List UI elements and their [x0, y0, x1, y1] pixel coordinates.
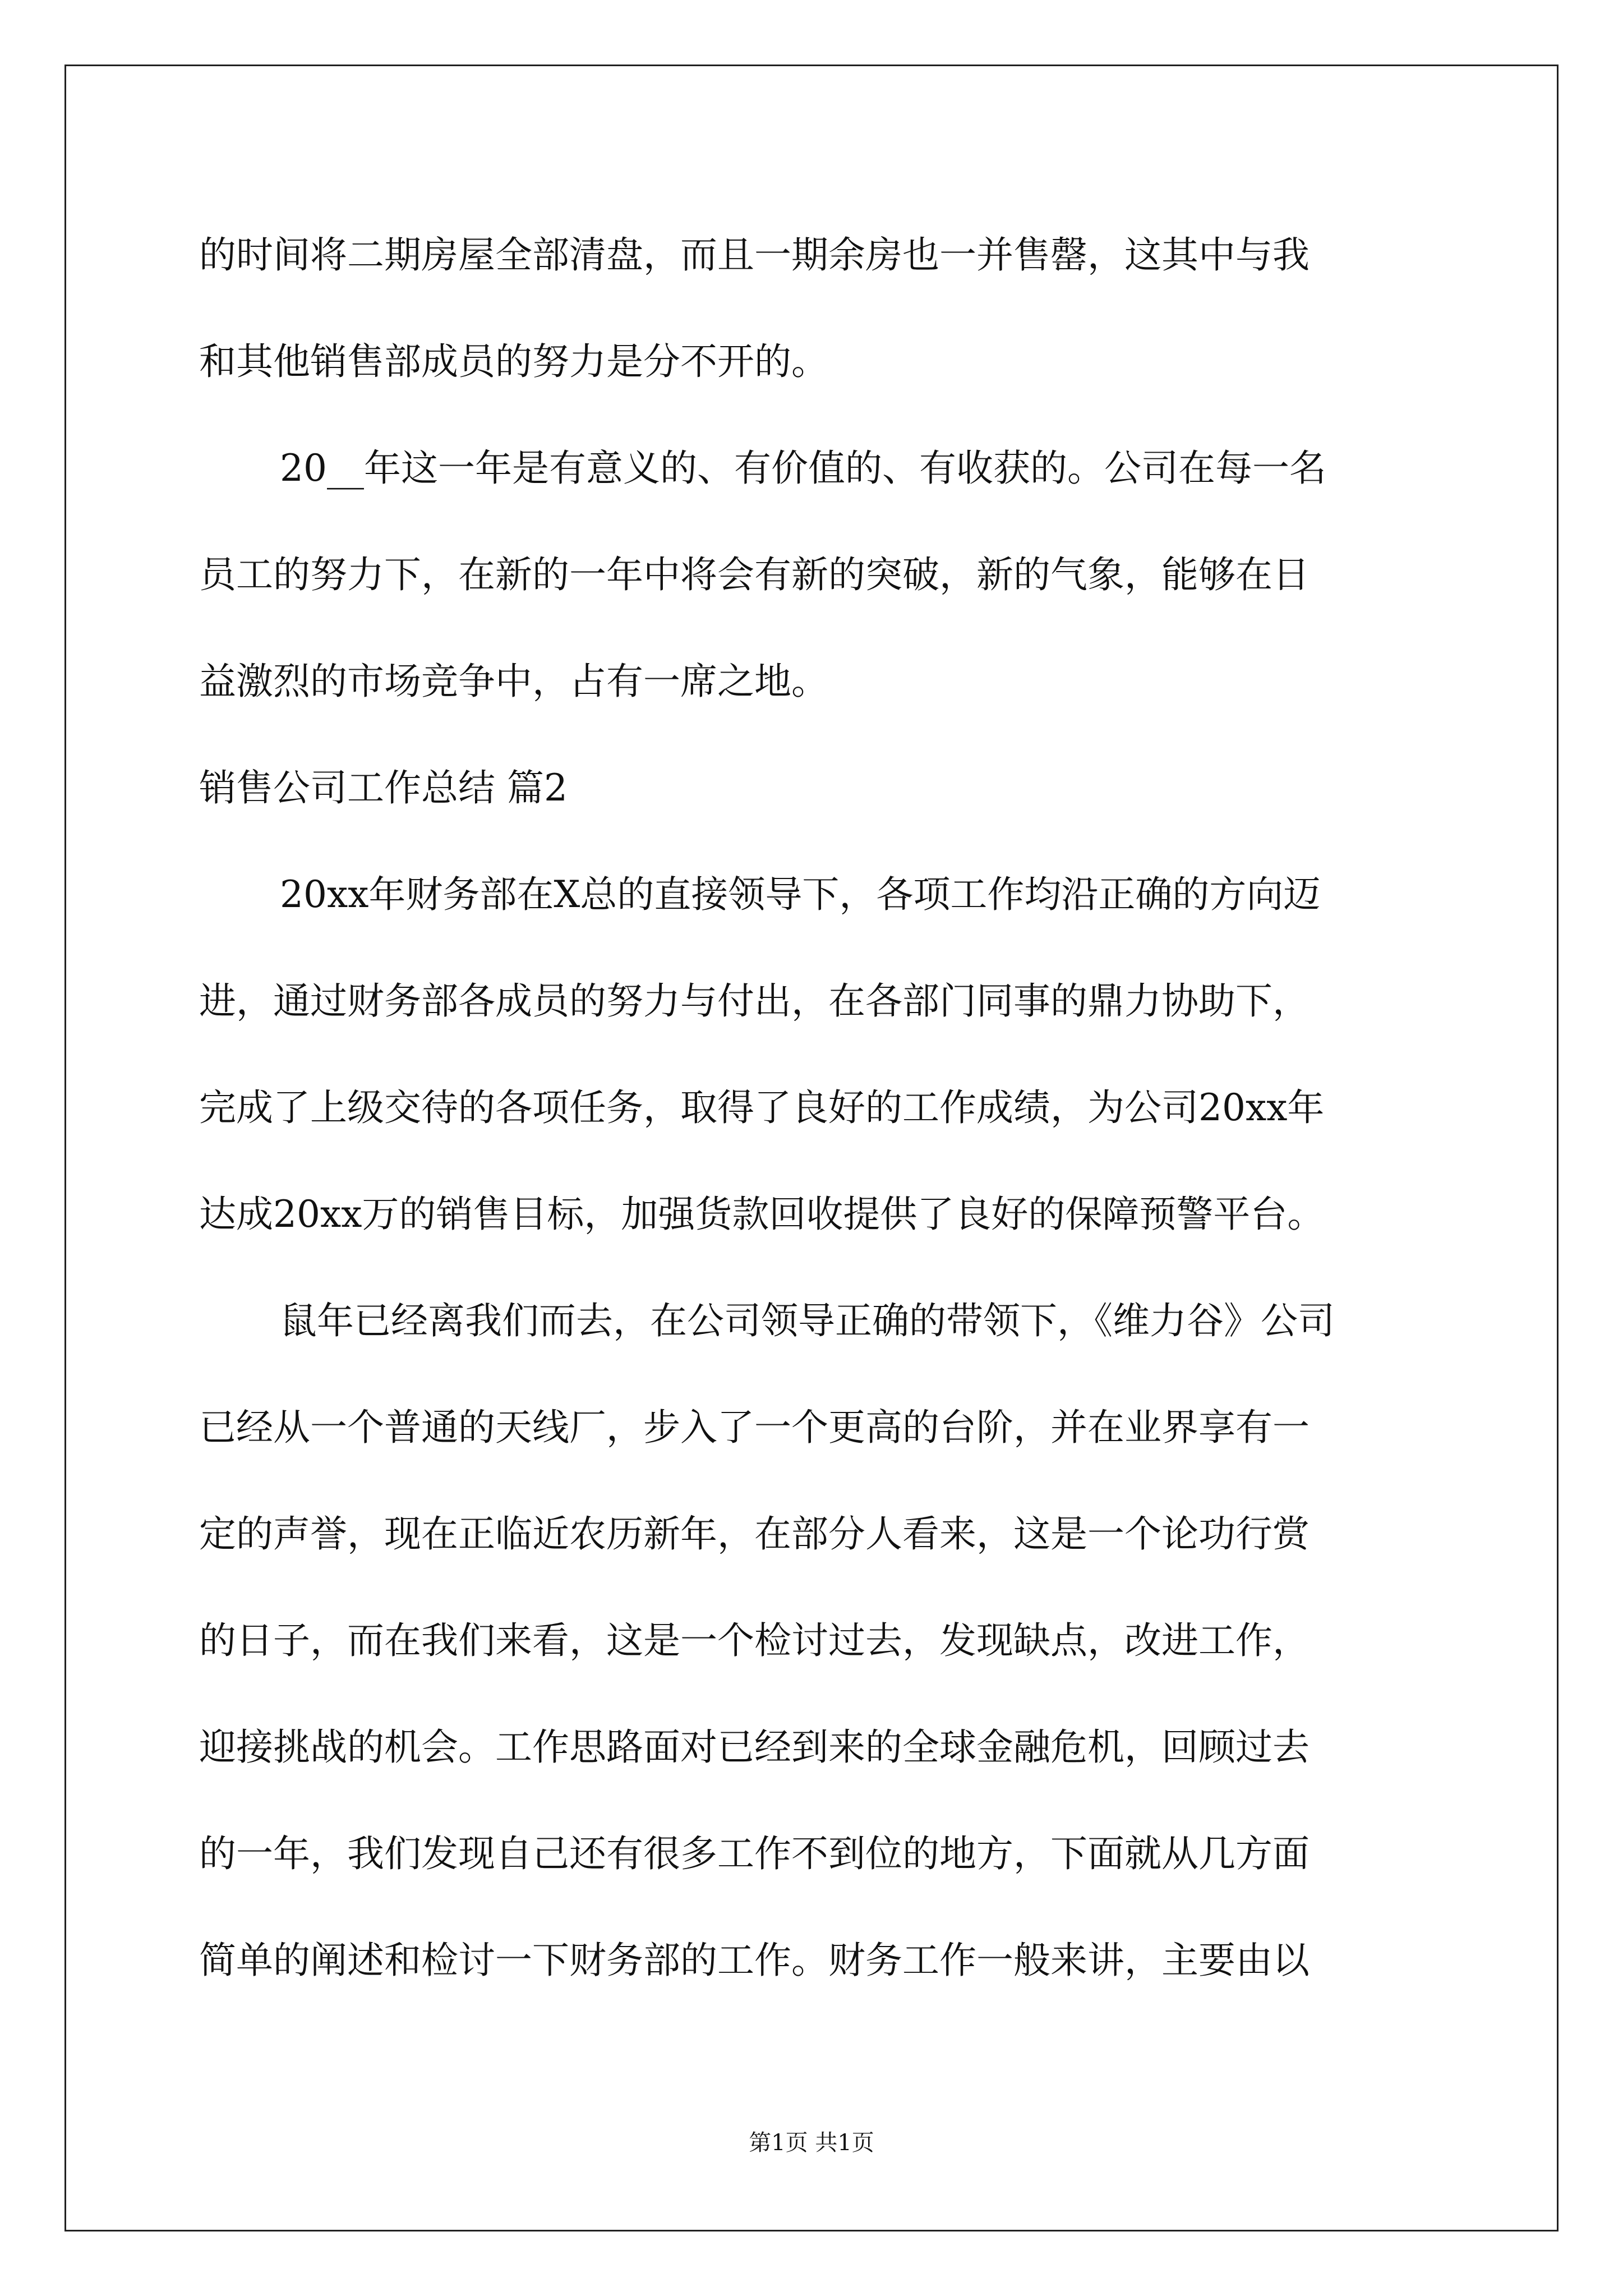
- text-line: 迎接挑战的机会。工作思路面对已经到来的全球金融危机，回顾过去: [199, 1726, 1310, 1769]
- text-line: 益激烈的市场竞争中，占有一席之地。: [199, 660, 828, 703]
- text-line: 简单的阐述和检讨一下财务部的工作。财务工作一般来讲，主要由以: [199, 1939, 1310, 1982]
- text-line: 员工的努力下，在新的一年中将会有新的突破，新的气象，能够在日: [199, 553, 1310, 596]
- section-heading: 销售公司工作总结 篇2: [199, 766, 568, 809]
- text-line: 的日子，而在我们来看，这是一个检讨过去，发现缺点，改进工作，: [199, 1619, 1310, 1662]
- text-line: 完成了上级交待的各项任务，取得了良好的工作成绩，为公司20xx年: [199, 1086, 1325, 1129]
- text-line: 达成20xx万的销售目标，加强货款回收提供了良好的保障预警平台。: [199, 1193, 1325, 1236]
- text-line: 鼠年已经离我们而去，在公司领导正确的带领下，《维力谷》公司: [280, 1299, 1335, 1342]
- paragraph-3: [199, 841, 1433, 1268]
- text-line: 定的声誉，现在正临近农历新年，在部分人看来，这是一个论功行赏: [199, 1512, 1310, 1556]
- text-line: 的一年，我们发现自己还有很多工作不到位的地方，下面就从几方面: [199, 1832, 1310, 1875]
- page-footer: 第1页 共1页: [749, 2130, 874, 2156]
- text-line: 进，通过财务部各成员的努力与付出，在各部门同事的鼎力协助下，: [199, 979, 1310, 1023]
- text-line: 20xx年财务部在X总的直接领导下，各项工作均沿正确的方向迈: [280, 873, 1321, 916]
- document-body: [199, 202, 1433, 2014]
- paragraph-1: [199, 202, 1433, 415]
- paragraph-4: [199, 1268, 1433, 2014]
- text-line: 的时间将二期房屋全部清盘，而且一期余房也一并售罄，这其中与我: [199, 233, 1310, 277]
- paragraph-2: [199, 415, 1433, 735]
- text-line: 已经从一个普通的天线厂，步入了一个更高的台阶，并在业界享有一: [199, 1406, 1310, 1449]
- text-line: 20__年这一年是有意义的、有价值的、有收获的。公司在每一名: [280, 447, 1326, 490]
- text-line: 和其他销售部成员的努力是分不开的。: [199, 340, 828, 383]
